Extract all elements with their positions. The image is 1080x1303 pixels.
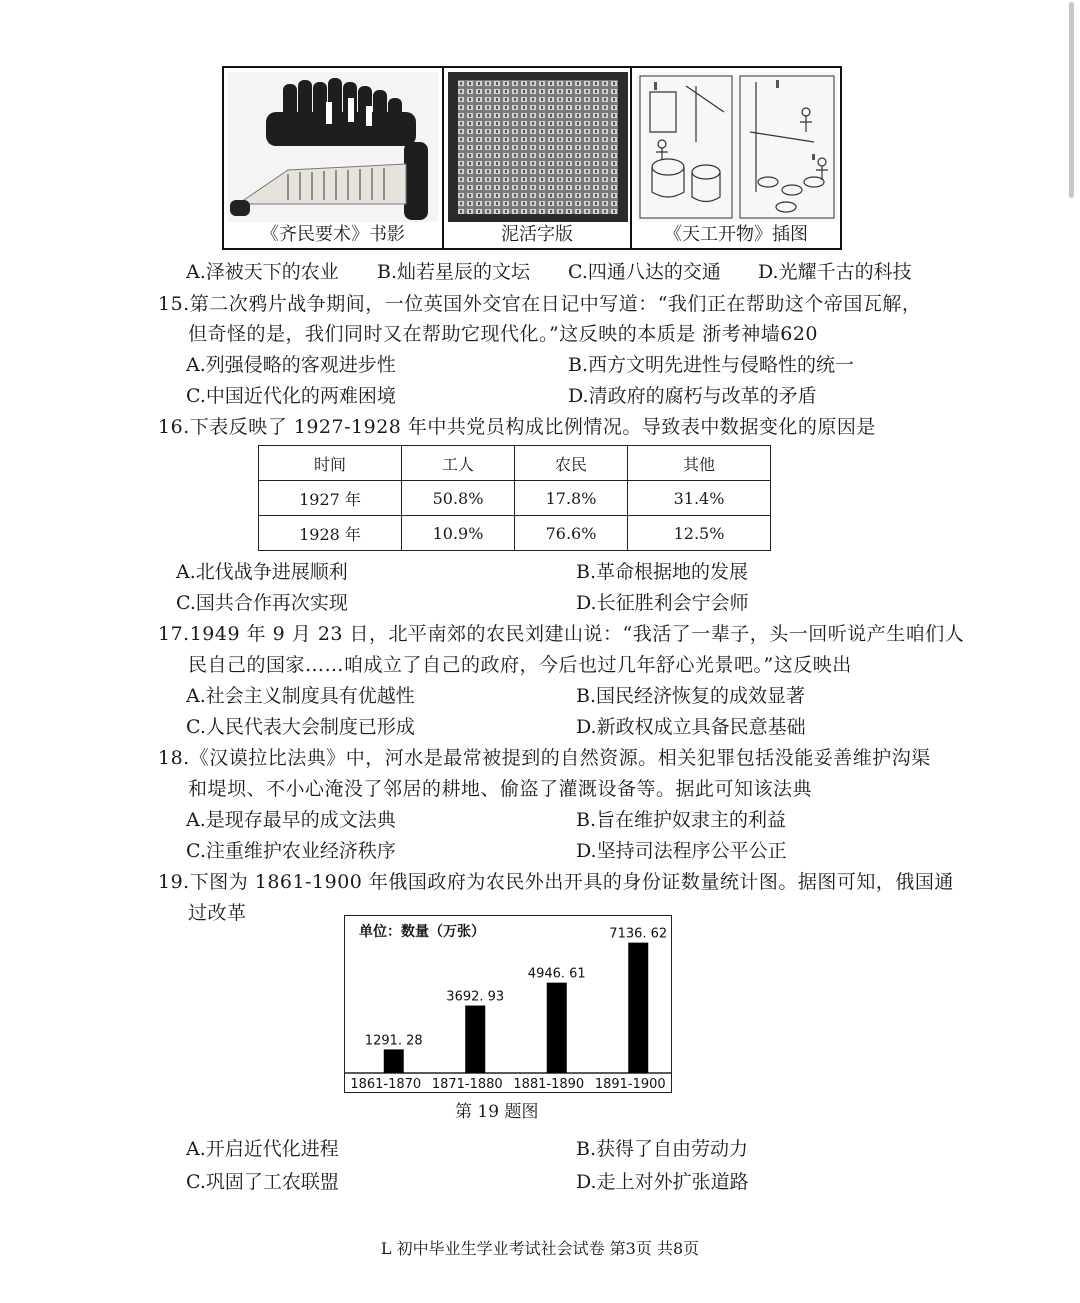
table-header: 农民 — [515, 446, 628, 481]
q17-stem-line1: 17.1949 年 9 月 23 日，北平南郊的农民刘建山说：“我活了一辈子，头一回听说产生咱们人 — [158, 623, 965, 645]
table-row — [259, 481, 771, 516]
image-caption: 《天工开物》插图 — [664, 224, 808, 245]
table-cell: 17.8% — [515, 481, 628, 516]
id-permit-bar-chart — [344, 915, 672, 1093]
bar-chart-svg — [345, 916, 671, 1092]
table-header: 工人 — [402, 446, 515, 481]
scroll-books-image — [228, 72, 438, 222]
table-cell: 10.9% — [402, 516, 515, 551]
chart-bar — [628, 943, 648, 1073]
party-member-table — [258, 445, 771, 551]
x-tick-label: 1891-1900 — [594, 1077, 666, 1092]
bar-value-label: 1291. 28 — [364, 1033, 423, 1049]
q18-option-c[interactable]: C.注重维护农业经济秩序 — [186, 840, 396, 862]
q19-option-d[interactable]: D.走上对外扩张道路 — [576, 1171, 749, 1193]
q19-stem-line2: 过改革 — [188, 902, 247, 924]
q14-option-b[interactable]: B.灿若星辰的文坛 — [377, 261, 531, 283]
q17-option-c[interactable]: C.人民代表大会制度已形成 — [186, 716, 415, 738]
q15-option-b[interactable]: B.西方文明先进性与侵略性的统一 — [568, 354, 855, 376]
tiangong-kaiwu-panel — [630, 68, 840, 248]
table-cell: 76.6% — [515, 516, 628, 551]
clay-type-panel — [442, 68, 630, 248]
image-caption: 泥活字版 — [501, 224, 573, 245]
table-cell: 1927 年 — [259, 481, 402, 516]
bar-value-label: 3692. 93 — [446, 989, 505, 1005]
table-cell: 31.4% — [628, 481, 771, 516]
image-caption: 《齐民要术》书影 — [261, 224, 405, 245]
qimin-yaoshu-panel — [224, 68, 442, 248]
q18-stem-line1: 18.《汉谟拉比法典》中，河水是最常被提到的自然资源。相关犯罪包括没能妥善维护沟渠 — [158, 747, 931, 769]
q14-image-strip — [222, 66, 842, 250]
q15-option-d[interactable]: D.清政府的腐朽与改革的矛盾 — [568, 385, 817, 407]
q18-stem-line2: 和堤坝、不小心淹没了邻居的耕地、偷盗了灌溉设备等。据此可知该法典 — [188, 778, 813, 800]
q17-stem-line2: 民自己的国家……咱成立了自己的政府，今后也过几年舒心光景吧。”这反映出 — [188, 654, 852, 676]
q16-option-d[interactable]: D.长征胜利会宁会师 — [576, 592, 749, 614]
q19-option-b[interactable]: B.获得了自由劳动力 — [576, 1138, 749, 1160]
table-cell: 50.8% — [402, 481, 515, 516]
table-cell: 1928 年 — [259, 516, 402, 551]
bar-value-label: 4946. 61 — [527, 966, 586, 982]
x-tick-label: 1871-1880 — [431, 1077, 503, 1092]
table-cell: 12.5% — [628, 516, 771, 551]
chart-title: 单位：数量（万张） — [359, 924, 485, 940]
q14-option-d[interactable]: D.光耀千古的科技 — [758, 261, 912, 283]
q15-option-c[interactable]: C.中国近代化的两难困境 — [186, 385, 396, 407]
q18-option-b[interactable]: B.旨在维护奴隶主的利益 — [576, 809, 787, 831]
chart-bar — [384, 1049, 404, 1073]
clay-movable-type-image — [448, 72, 628, 222]
x-tick-label: 1861-1870 — [350, 1077, 422, 1092]
q19-stem-line1: 19.下图为 1861-1900 年俄国政府为农民外出开具的身份证数量统计图。据图可知，俄国通 — [158, 871, 954, 893]
bar-value-label: 7136. 62 — [609, 926, 668, 942]
table-header-row — [259, 446, 771, 481]
table-header: 时间 — [259, 446, 402, 481]
q16-option-a[interactable]: A.北伐战争进展顺利 — [176, 561, 348, 583]
q16-option-c[interactable]: C.国共合作再次实现 — [176, 592, 348, 614]
q14-option-a[interactable]: A.泽被天下的农业 — [186, 261, 339, 283]
q16-stem: 16.下表反映了 1927-1928 年中共党员构成比例情况。导致表中数据变化的原因是 — [158, 416, 876, 438]
figure-caption: 第 19 题图 — [455, 1102, 539, 1122]
q17-option-b[interactable]: B.国民经济恢复的成效显著 — [576, 685, 806, 707]
q16-option-b[interactable]: B.革命根据地的发展 — [576, 561, 749, 583]
scrollbar[interactable] — [1069, 2, 1074, 198]
chart-bar — [465, 1006, 485, 1073]
q18-option-d[interactable]: D.坚持司法程序公平公正 — [576, 840, 787, 862]
q19-option-c[interactable]: C.巩固了工农联盟 — [186, 1171, 339, 1193]
x-tick-label: 1881-1890 — [513, 1077, 585, 1092]
q15-stem-line2: 但奇怪的是，我们同时又在帮助它现代化。”这反映的本质是 浙考神墙620 — [188, 323, 819, 345]
table-header: 其他 — [628, 446, 771, 481]
q14-option-c[interactable]: C.四通八达的交通 — [568, 261, 721, 283]
tiangong-kaiwu-illustration — [636, 72, 838, 222]
chart-bar — [547, 983, 567, 1073]
q15-option-a[interactable]: A.列强侵略的客观进步性 — [186, 354, 396, 376]
q19-option-a[interactable]: A.开启近代化进程 — [186, 1138, 339, 1160]
q15-stem-line1: 15.第二次鸦片战争期间，一位英国外交官在日记中写道：“我们正在帮助这个帝国瓦解， — [158, 293, 922, 315]
page-footer: L 初中毕业生学业考试社会试卷 第3页 共8页 — [380, 1239, 700, 1258]
q17-option-a[interactable]: A.社会主义制度具有优越性 — [186, 685, 415, 707]
q18-option-a[interactable]: A.是现存最早的成文法典 — [186, 809, 396, 831]
q17-option-d[interactable]: D.新政权成立具备民意基础 — [576, 716, 806, 738]
table-row — [259, 516, 771, 551]
